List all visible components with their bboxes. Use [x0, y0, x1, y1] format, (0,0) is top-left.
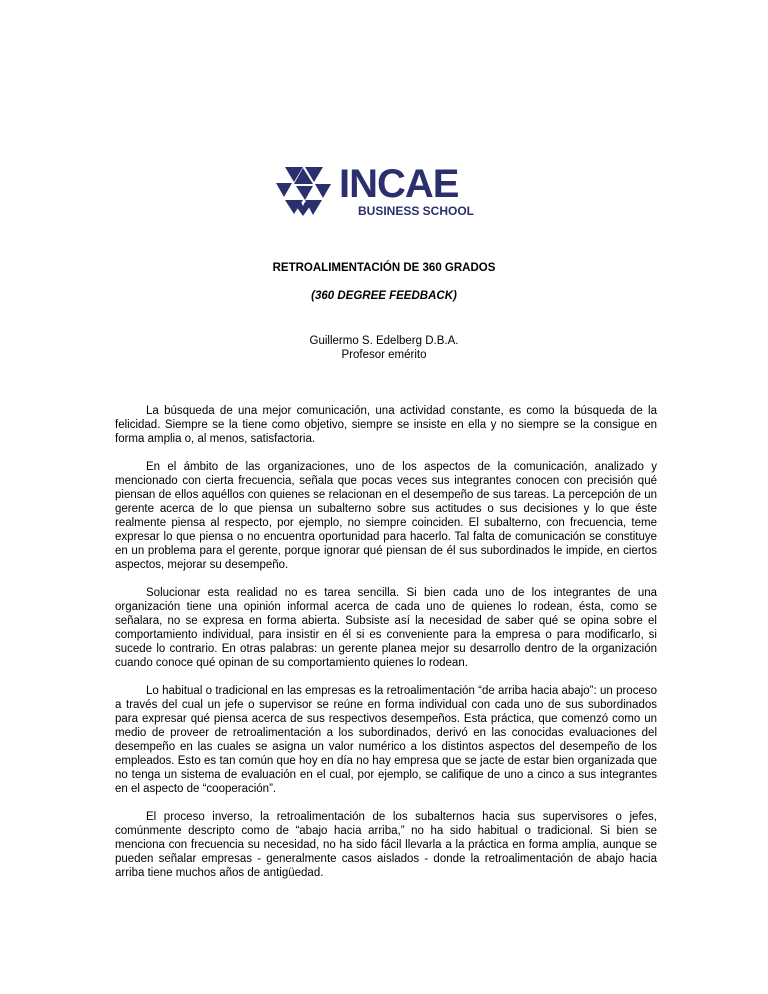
hexagon-emblem-icon	[276, 167, 331, 216]
logo-wordmark: INCAE	[339, 162, 459, 206]
incae-logo	[265, 140, 507, 250]
logo-tagline: BUSINESS SCHOOL	[358, 204, 475, 218]
incae-logo-graphic	[265, 140, 507, 250]
body-text	[115, 404, 657, 894]
document-subtitle: (360 DEGREE FEEDBACK)	[311, 290, 457, 302]
paragraph: La búsqueda de una mejor comunicación, una actividad constante, es como la búsqueda de la felicidad. Siempre se la tiene como objetivo, siempre se insiste en ella y no siempre se la consigue en forma amplia o, al menos, satisfactoria.	[115, 405, 657, 445]
paragraph: Lo habitual o tradicional en las empresas es la retroalimentación “de arriba hacia abajo”: un proceso a través del cual un jefe o supervisor se reúne en forma individual con cada uno de sus subordinados para expresar qué piensa acerca de sus respectivos desempeños. Esta práctica, que comenzó como un medio de proveer de retroalimentación a los subordinados, derivó en las conocidas evaluaciones del desempeño en las cuales se asigna un valor numérico a los distintos aspectos del desempeño de los empleados. Esto es tan común que hoy en día no hay empresa que se jacte de estar bien organizada que no tenga un sistema de evaluación en el cual, por ejemplo, se califique de uno a cinco a sus integrantes en el aspecto de “cooperación”.	[115, 685, 657, 795]
author-role: Profesor emérito	[341, 349, 427, 361]
document-title: RETROALIMENTACIÓN DE 360 GRADOS	[272, 262, 496, 274]
paragraph: Solucionar esta realidad no es tarea sencilla. Si bien cada uno de los integrantes de una organización tiene una opinión informal acerca de cada uno de quienes lo rodean, ésta, como se señalara, no se expresa en forma abierta. Subsiste así la necesidad de saber qué se opina sobre el comportamiento individual, para insistir en él si es conveniente para la empresa o para modificarlo, si sucede lo contrario. En otras palabras: un gerente planea mejor su desarrollo dentro de la organización cuando conoce qué opinan de su comportamiento quienes lo rodean.	[115, 587, 657, 669]
paragraph: El proceso inverso, la retroalimentación de los subalternos hacia sus supervisores o jefes, comúnmente descripto como de “abajo hacia arriba,” no ha sido habitual o tradicional. Si bien se menciona con frecuencia su necesidad, no ha sido fácil llevarla a la práctica en forma amplia, aunque se pueden señalar empresas - generalmente casos aislados - donde la retroalimentación de abajo hacia arriba tiene muchos años de antigüedad.	[115, 811, 657, 879]
author-block	[0, 334, 768, 362]
author-name: Guillermo S. Edelberg D.B.A.	[309, 335, 459, 347]
paragraph: En el ámbito de las organizaciones, uno de los aspectos de la comunicación, analizado y mencionado con cierta frecuencia, señala que pocas veces sus integrantes conocen con precisión qué piensan de ellos aquéllos con quienes se relacionan en el desempeño de sus tareas. La percepción de un gerente acerca de lo que piensa un subalterno sobre sus actitudes o sus decisiones y lo que éste realmente piensa al respecto, por ejemplo, no siempre coinciden. El subalterno, con frecuencia, teme expresar lo que piensa o no encuentra oportunidad para hacerlo. Tal falta de comunicación se constituye en un problema para el gerente, porque ignorar qué piensan de él sus subordinados le impide, en ciertos aspectos, mejorar su desempeño.	[115, 461, 657, 571]
